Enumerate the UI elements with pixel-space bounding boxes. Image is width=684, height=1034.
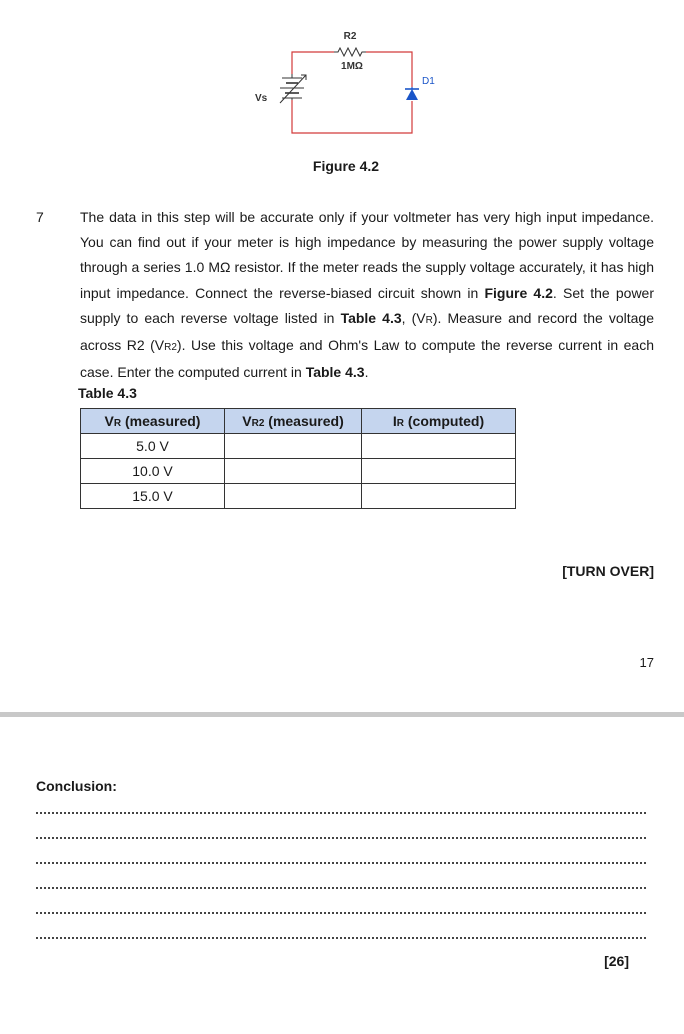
header-vr-measured: VR (measured) — [81, 409, 225, 434]
measurement-table — [80, 408, 516, 509]
table-reference: Table 4.3 — [340, 309, 402, 326]
table-row — [81, 434, 516, 459]
conclusion-label: Conclusion: — [36, 778, 117, 794]
figure-caption: Figure 4.2 — [312, 158, 380, 174]
table-row — [81, 459, 516, 484]
total-marks: [26] — [604, 953, 629, 969]
table-cell[interactable] — [362, 434, 516, 459]
table-reference-2: Table 4.3 — [305, 364, 365, 381]
figure-reference: Figure 4.2 — [484, 284, 553, 301]
table-cell[interactable] — [362, 484, 516, 509]
table-cell[interactable] — [225, 484, 362, 509]
conclusion-answer-line[interactable] — [36, 937, 646, 939]
step-number: 7 — [36, 209, 44, 225]
step-text-1: The data in this step will be accurate only if your voltmeter has very high input impedance. You can find out if your meter is high impedance by measuring the power supply voltage through a series 1.0 MΩ resistor. If the meter reads the supply voltage accurately, it has high input impedance. Connect the reverse-biased circuit shown in — [80, 209, 654, 301]
table-cell: 10.0 V — [81, 459, 225, 484]
r2-label: R2 — [343, 31, 357, 42]
table-cell[interactable] — [225, 434, 362, 459]
table-row — [81, 484, 516, 509]
table-cell: 5.0 V — [81, 434, 225, 459]
diode-d1 — [405, 87, 419, 100]
step-text-4: ). Measure and record the voltage across R2 (V — [80, 309, 655, 354]
battery-vs — [280, 74, 306, 103]
r2-value: 1MΩ — [341, 61, 363, 72]
step-text-6: . — [364, 364, 369, 381]
vr2-subscript: R2 — [164, 342, 177, 354]
circuit-diagram — [240, 25, 440, 145]
table-title: Table 4.3 — [78, 385, 137, 401]
resistor-r2 — [334, 48, 366, 56]
d1-label: D1 — [422, 76, 435, 87]
conclusion-answer-line[interactable] — [36, 812, 646, 814]
table-header-row — [81, 409, 516, 434]
conclusion-answer-line[interactable] — [36, 912, 646, 914]
step-text-3: , (V — [401, 309, 426, 326]
step-text-5: ). Use this voltage and Ohm's Law to compute the reverse current in each case. Enter the computed current in — [80, 337, 654, 381]
page-number: 17 — [639, 655, 654, 670]
step-text-2: . Set the power supply to each reverse voltage listed in — [80, 284, 654, 326]
conclusion-answer-line[interactable] — [36, 837, 646, 839]
table-cell: 15.0 V — [81, 484, 225, 509]
step-paragraph — [80, 205, 654, 385]
turn-over-label: [TURN OVER] — [562, 563, 654, 579]
vr-subscript: R — [425, 314, 433, 326]
table-cell[interactable] — [362, 459, 516, 484]
header-vr2-measured: VR2 (measured) — [225, 409, 362, 434]
conclusion-answer-line[interactable] — [36, 862, 646, 864]
conclusion-answer-line[interactable] — [36, 887, 646, 889]
header-ir-computed: IR (computed) — [362, 409, 516, 434]
page-divider — [0, 712, 684, 717]
vs-label: Vs — [255, 93, 268, 104]
table-cell[interactable] — [225, 459, 362, 484]
